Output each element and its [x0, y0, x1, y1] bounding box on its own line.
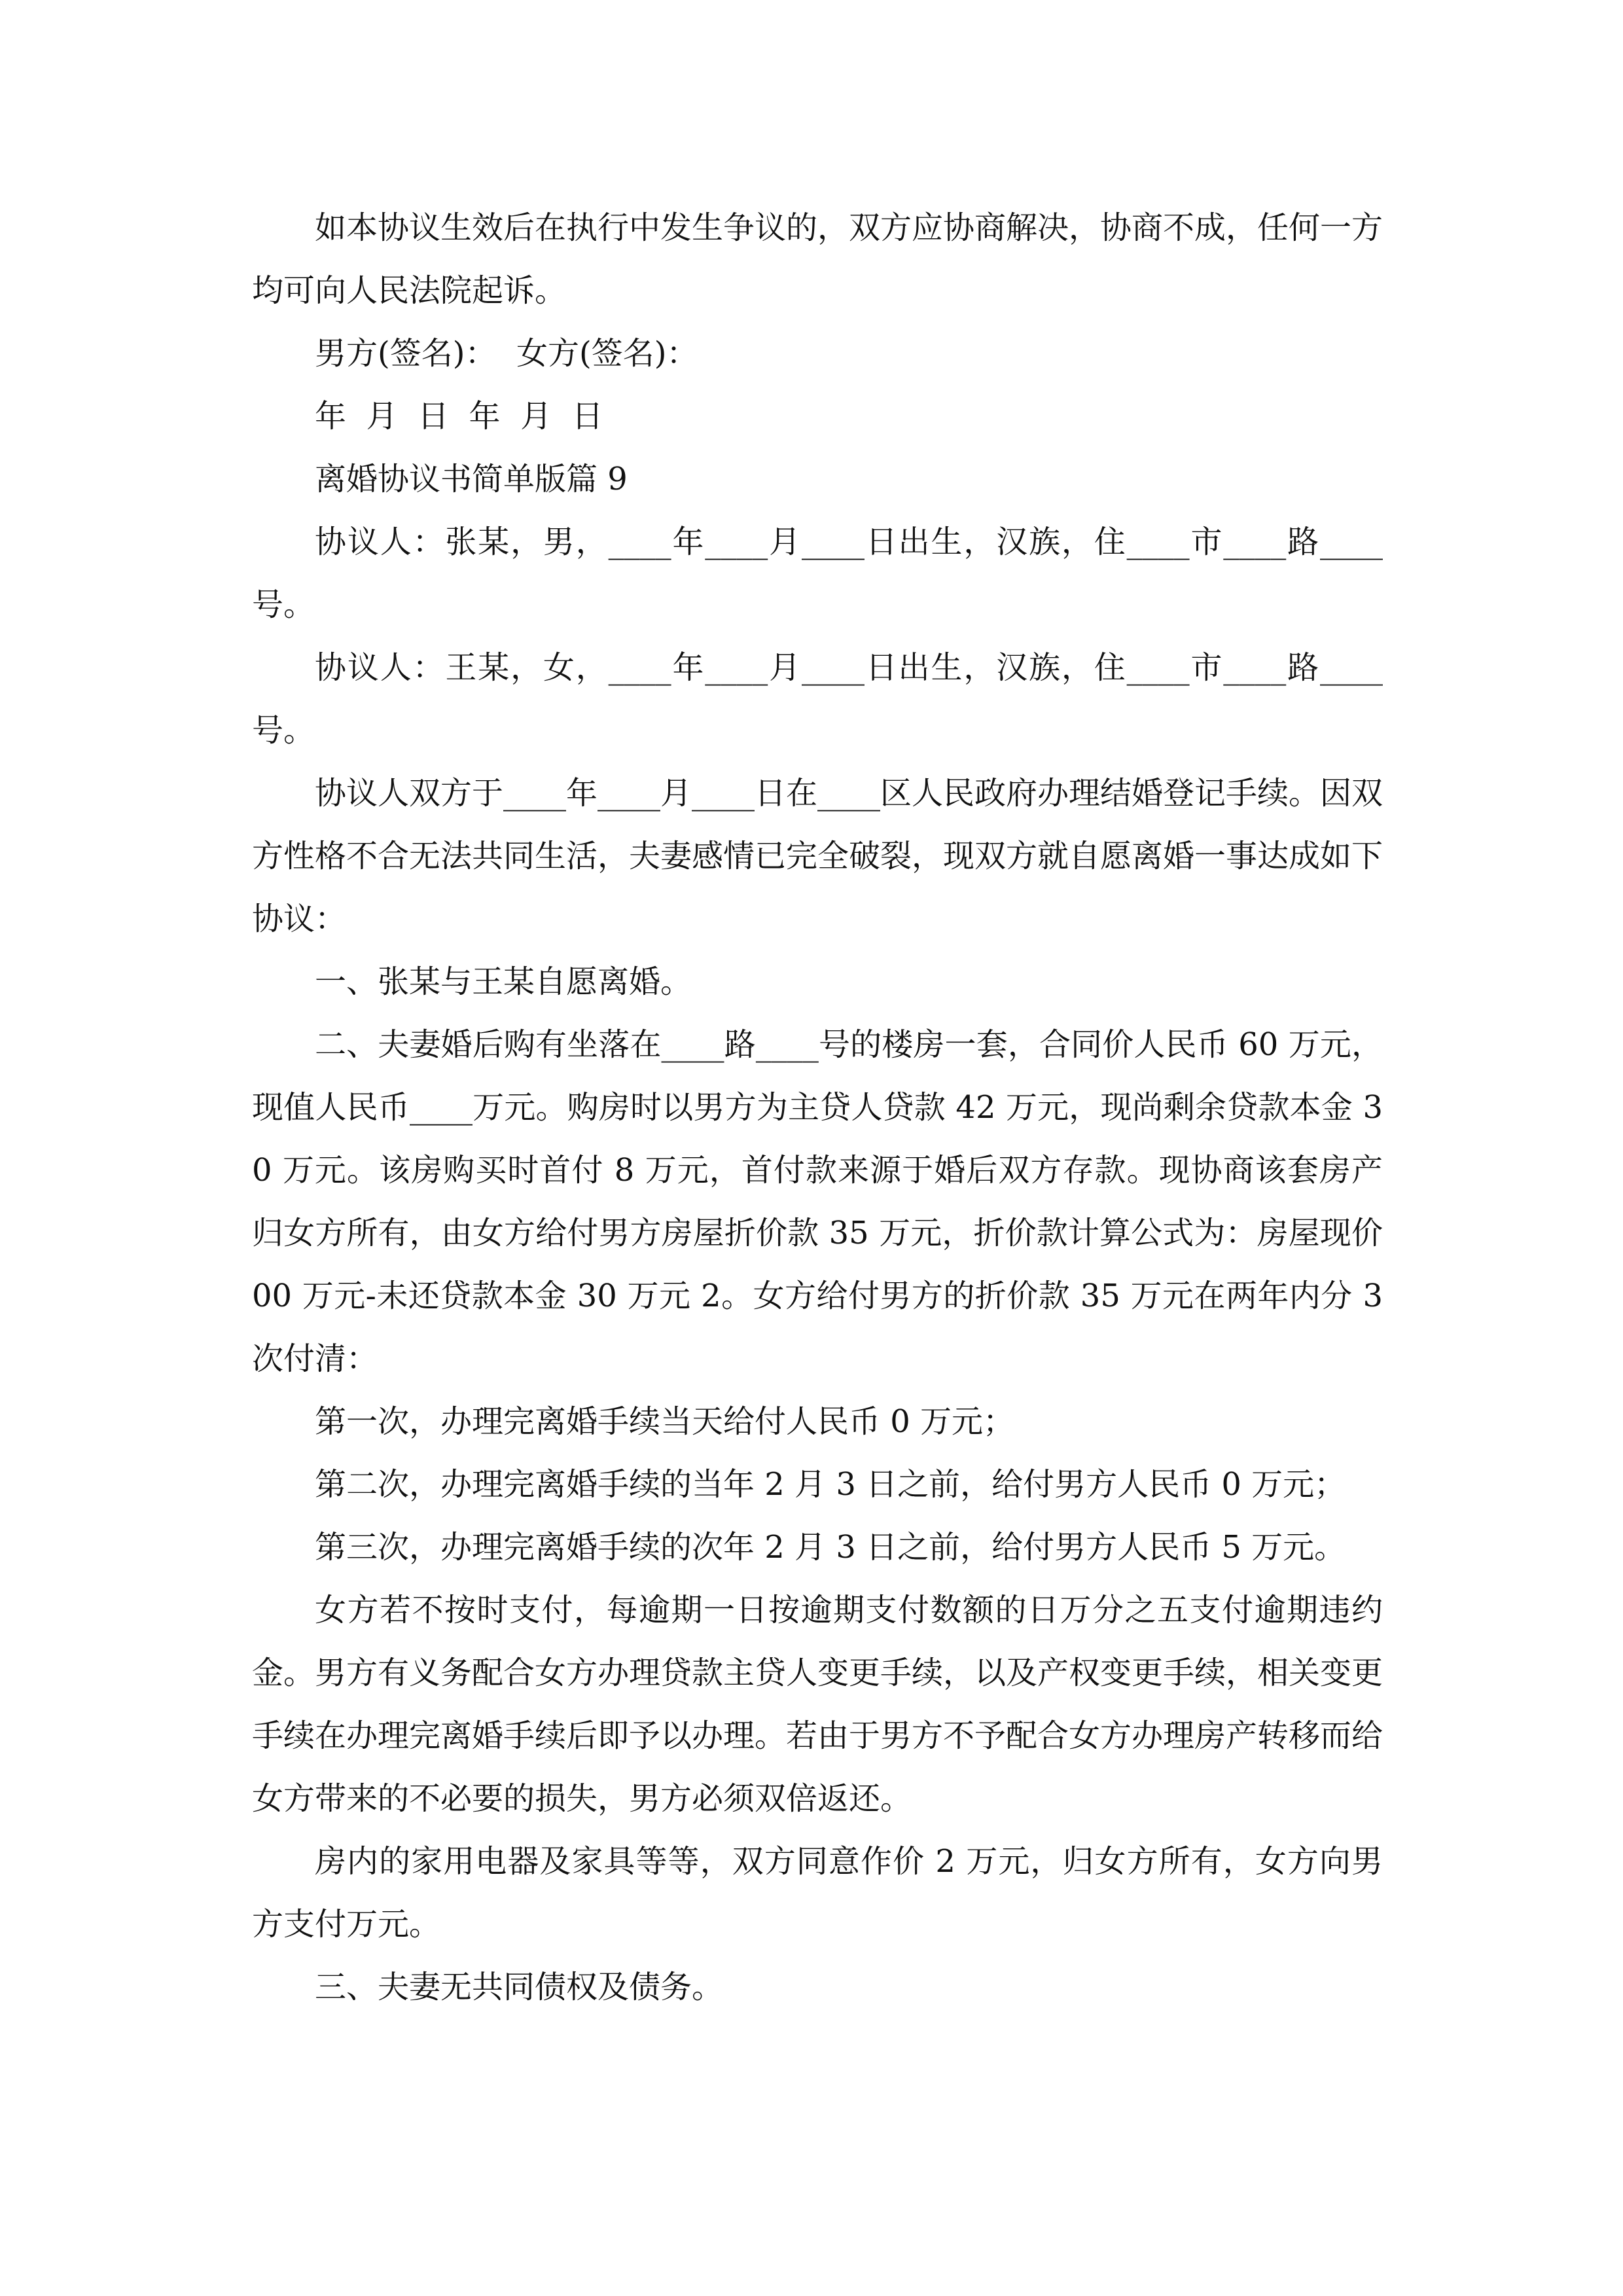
household-items-clause: 房内的家用电器及家具等等，双方同意作价 2 万元，归女方所有，女方向男方支付万元。	[252, 1843, 1383, 1943]
party-two-paragraph: 协议人：王某，女，____年____月____日出生，汉族，住____市____路____号。	[252, 649, 1383, 749]
party-one-paragraph: 协议人：张某，男，____年____月____日出生，汉族，住____市____路____号。	[252, 524, 1383, 623]
payment-step-one: 第一次，办理完离婚手续当天给付人民币 0 万元；	[315, 1403, 1015, 1440]
signature-line: 男方(签名)： 女方(签名)：	[315, 335, 698, 372]
debt-clause: 三、夫妻无共同债权及债务。	[315, 1969, 724, 2005]
dispute-clause-paragraph: 如本协议生效后在执行中发生争议的，双方应协商解决，协商不成，任何一方均可向人民法院起诉。	[252, 209, 1383, 309]
payment-step-three: 第三次，办理完离婚手续的次年 2 月 3 日之前，给付男方人民币 5 万元。	[315, 1529, 1346, 1566]
date-line: 年 月 日 年 月 日	[315, 398, 603, 435]
section-title: 离婚协议书简单版篇 9	[315, 461, 628, 497]
late-payment-clause: 女方若不按时支付，每逾期一日按逾期支付数额的日万分之五支付逾期违约金。男方有义务配合女方办理贷款主贷人变更手续，以及产权变更手续，相关变更手续在办理完离婚手续后即予以办理。若由于男方不予配合女方办理房产转移而给女方带来的不必要的损失，男方必须双倍返还。	[252, 1592, 1383, 1817]
document-body	[252, 196, 1393, 2018]
property-clause: 二、夫妻婚后购有坐落在____路____号的楼房一套，合同价人民币 60 万元，现值人民币____万元。购房时以男方为主贷人贷款 42 万元，现尚剩余贷款本金 30 万元。该房购买时首付 8 万元，首付款来源于婚后双方存款。现协商该套房产归女方所有，由女方给付男方房屋折价款 35 万元，折价款计算公式为：房屋现价 00 万元-未还贷款本金 30 万元 2。女方给付男方的折价款 35 万元在两年内分 3 次付清：	[252, 1026, 1393, 1377]
marriage-registration-paragraph: 协议人双方于____年____月____日在____区人民政府办理结婚登记手续。因双方性格不合无法共同生活，夫妻感情已完全破裂，现双方就自愿离婚一事达成如下协议：	[252, 775, 1383, 937]
payment-step-two: 第二次，办理完离婚手续的当年 2 月 3 日之前，给付男方人民币 0 万元；	[315, 1466, 1346, 1503]
voluntary-divorce-clause: 一、张某与王某自愿离婚。	[315, 963, 692, 1000]
